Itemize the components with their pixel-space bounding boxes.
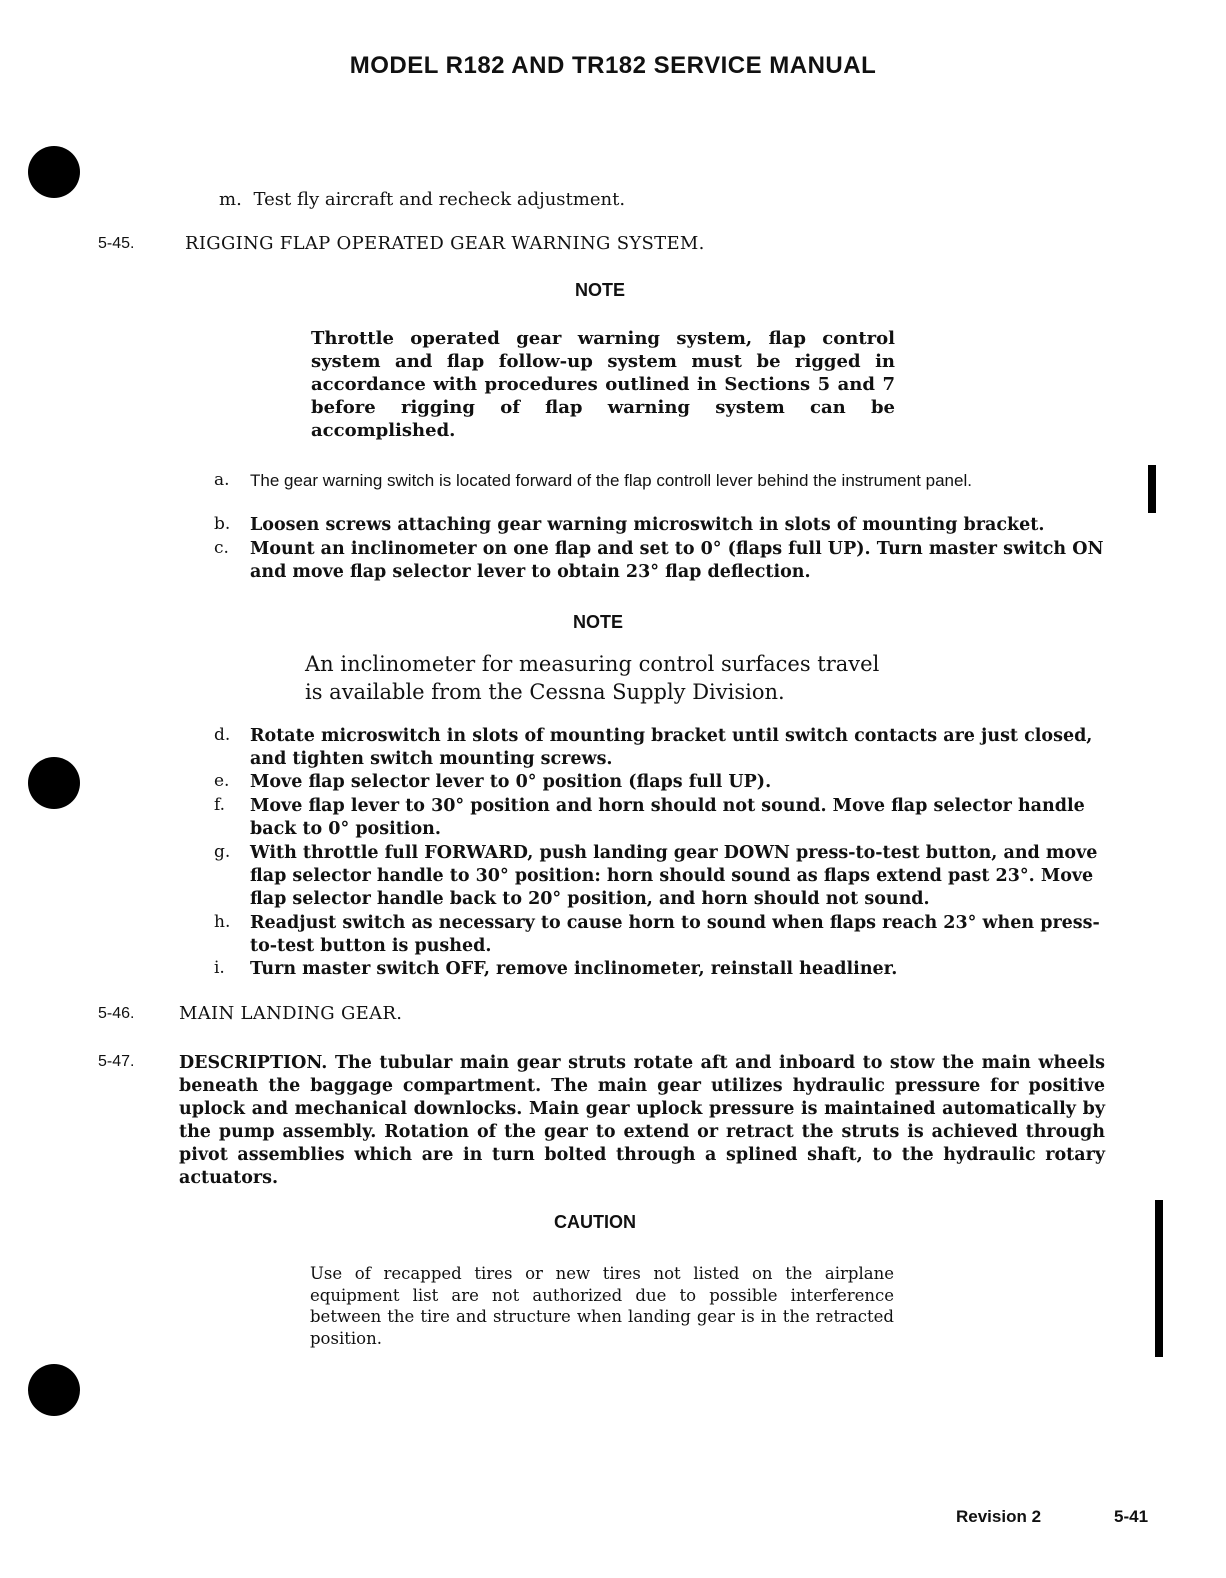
step-text: Test fly aircraft and recheck adjustment.	[253, 189, 626, 210]
list-item	[214, 470, 1114, 491]
step-text: Turn master switch OFF, remove inclinometer, reinstall headliner.	[250, 959, 898, 979]
step-letter: g.	[214, 842, 231, 862]
list-item	[214, 795, 1114, 841]
change-bar	[1155, 1200, 1163, 1357]
step-letter: c.	[214, 538, 229, 558]
step-letter: d.	[214, 725, 231, 745]
section-number: 5-46.	[98, 1005, 135, 1022]
step-letter: f.	[214, 795, 226, 815]
page-number: 5-41	[1114, 1507, 1149, 1526]
step-letter: e.	[214, 771, 230, 791]
step-text: The gear warning switch is located forward of the flap controll lever behind the instrument panel.	[250, 471, 972, 490]
section-number: 5-45.	[98, 235, 135, 252]
note-heading: NOTE	[574, 280, 625, 300]
step-text: Readjust switch as necessary to cause horn to sound when flaps reach 23° when press-to-test button is pushed.	[250, 913, 1100, 956]
binder-hole-bottom	[28, 1364, 80, 1416]
note-line: is available from the Cessna Supply Division.	[305, 680, 785, 704]
binder-hole-middle	[28, 757, 80, 809]
step-letter: m.	[219, 189, 242, 210]
step-text: Loosen screws attaching gear warning microswitch in slots of mounting bracket.	[250, 515, 1045, 535]
note-line: An inclinometer for measuring control surfaces travel	[305, 652, 880, 676]
section-heading: RIGGING FLAP OPERATED GEAR WARNING SYSTEM.	[185, 233, 705, 254]
list-item	[214, 912, 1114, 958]
step-letter: i.	[214, 958, 225, 978]
list-item	[214, 842, 1114, 911]
step-text: Move flap selector lever to 0° position (flaps full UP).	[250, 772, 772, 792]
step-m	[219, 188, 625, 211]
list-item	[214, 725, 1114, 771]
page-title: MODEL R182 AND TR182 SERVICE MANUAL	[349, 52, 877, 79]
step-text: Rotate microswitch in slots of mounting bracket until switch contacts are just closed, and tighten switch mounting screws.	[250, 726, 1093, 769]
section-heading: MAIN LANDING GEAR.	[179, 1003, 403, 1024]
caution-heading: CAUTION	[554, 1212, 636, 1232]
caution-text: Use of recapped tires or new tires not listed on the airplane equipment list are not authorized due to possible interference between the tire and structure when landing gear is in the retracted position.	[310, 1264, 894, 1348]
step-text: Move flap lever to 30° position and horn should not sound. Move flap selector handle back to 0° position.	[250, 796, 1085, 839]
step-letter: a.	[214, 470, 230, 490]
section-number: 5-47.	[98, 1053, 135, 1070]
list-item	[214, 514, 1114, 537]
step-letter: h.	[214, 912, 231, 932]
binder-hole-top	[28, 146, 80, 198]
step-text: With throttle full FORWARD, push landing gear DOWN press-to-test button, and move flap selector handle to 30° position: horn should sound as flaps extend past 23°. Move flap selector handle back to 20° position, and horn should not sound.	[250, 843, 1098, 909]
note-text: Throttle operated gear warning system, flap control system and flap follow-up system must be rigged in accordance with procedures outlined in Sections 5 and 7 before rigging of flap warning system can be accomplished.	[311, 328, 895, 441]
change-bar	[1148, 465, 1156, 513]
list-item	[214, 538, 1114, 584]
note-text	[305, 650, 879, 706]
list-item	[214, 771, 1114, 794]
list-item	[214, 958, 1114, 981]
note-heading: NOTE	[572, 612, 623, 632]
revision-label: Revision 2	[956, 1507, 1042, 1526]
section-paragraph: DESCRIPTION. The tubular main gear struts rotate aft and inboard to stow the main wheels beneath the baggage compartment. The main gear utilizes hydraulic pressure for positive uplock and mechanical downlocks. Main gear uplock pressure is maintained automatically by the pump assembly. Rotation of the gear to extend or retract the struts is achieved through pivot assemblies which are in turn bolted through a splined shaft, to the hydraulic rotary actuators.	[179, 1053, 1105, 1188]
step-text: Mount an inclinometer on one flap and set to 0° (flaps full UP). Turn master switch ON and move flap selector lever to obtain 23° flap deflection.	[250, 539, 1104, 582]
step-letter: b.	[214, 514, 231, 534]
